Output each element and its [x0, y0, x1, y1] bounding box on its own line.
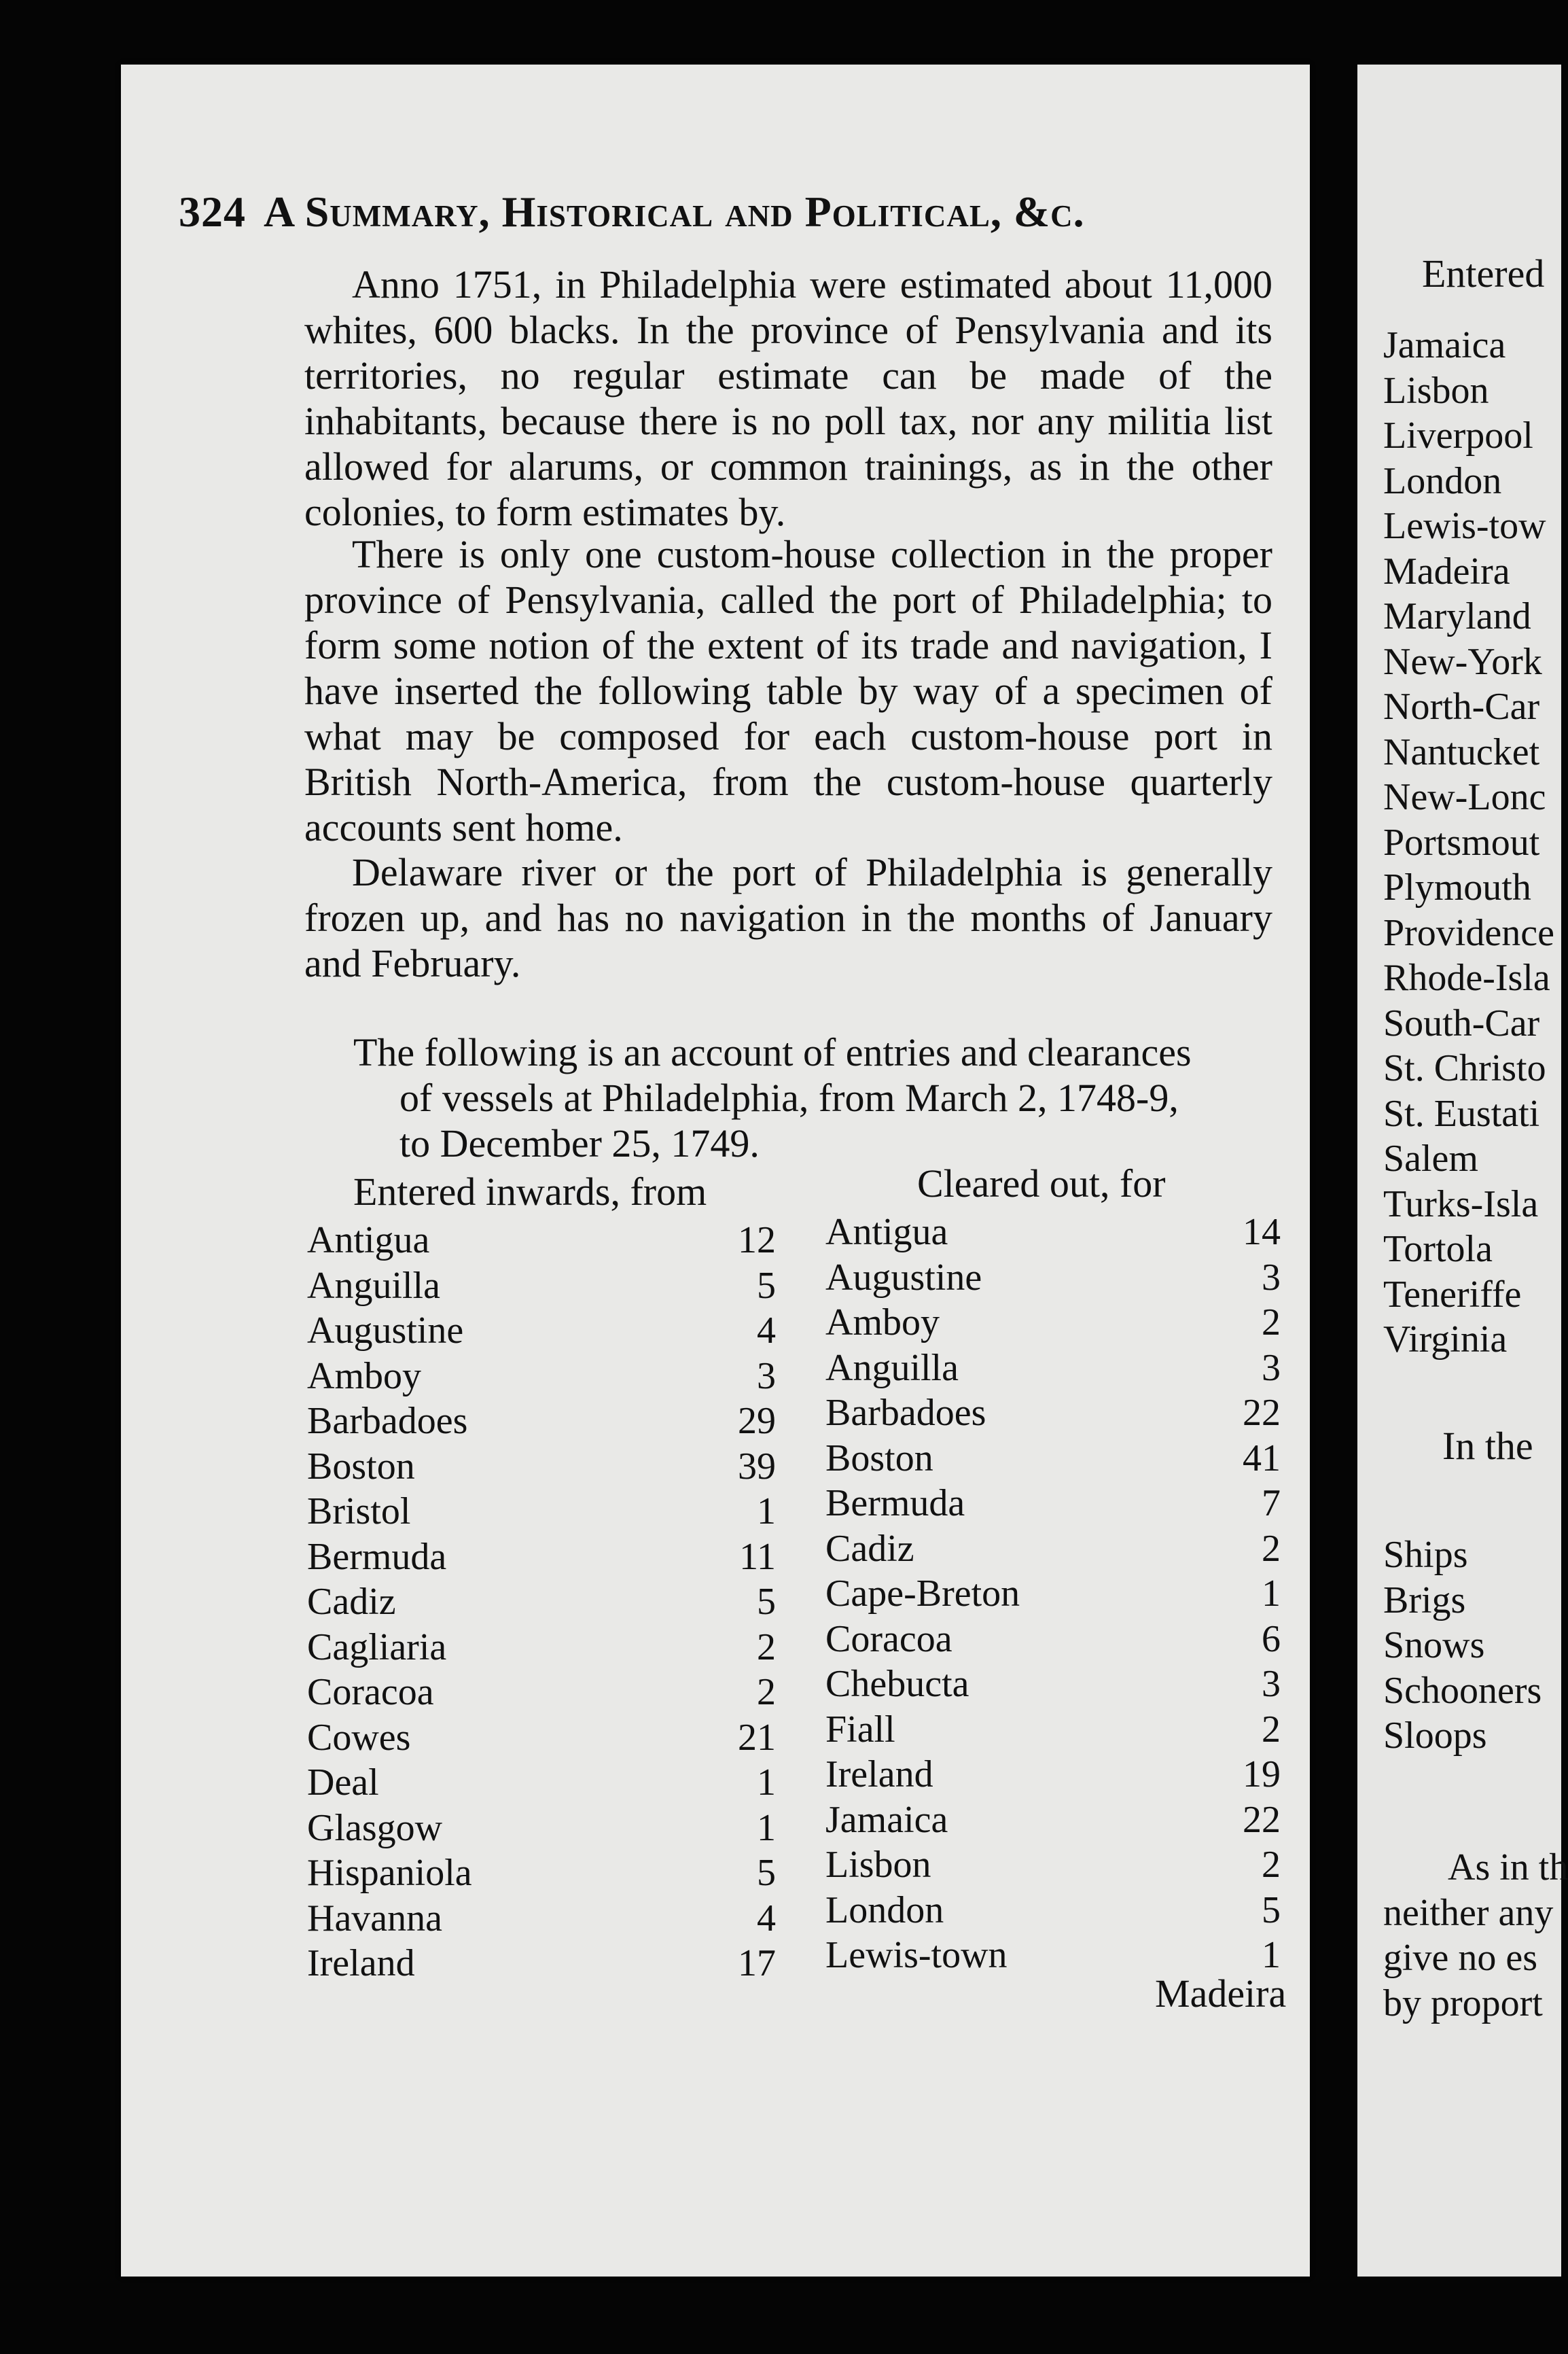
place-name: Havanna: [307, 1897, 443, 1939]
list-item: [307, 1760, 776, 1806]
facing-page-vessel-type: Sloops: [1383, 1715, 1487, 1757]
list-item: [307, 1670, 776, 1715]
place-name: Jamaica: [825, 1798, 948, 1841]
cleared-list: [825, 1210, 1281, 1978]
list-item: [825, 1752, 1281, 1797]
paragraph-3: [304, 849, 1272, 986]
vessel-count: 2: [757, 1626, 776, 1668]
place-name: Chebucta: [825, 1663, 969, 1705]
list-item: [825, 1526, 1281, 1572]
place-name: Boston: [825, 1437, 933, 1479]
page-number: 324: [179, 188, 246, 236]
facing-page-place: Rhode-Isla: [1383, 957, 1550, 999]
place-name: Antigua: [825, 1211, 948, 1253]
catchword: Madeira: [1155, 1971, 1287, 2016]
list-item: [825, 1300, 1281, 1346]
vessel-count: 14: [1243, 1211, 1281, 1253]
place-name: Ireland: [825, 1753, 933, 1795]
vessel-count: 1: [757, 1761, 776, 1804]
list-item: [307, 1715, 776, 1761]
facing-page-place: Nantucket: [1383, 731, 1540, 773]
vessel-count: 7: [1262, 1482, 1281, 1524]
place-name: Cape-Breton: [825, 1573, 1020, 1615]
vessel-count: 5: [757, 1264, 776, 1307]
facing-page-place: New-York: [1383, 640, 1542, 683]
list-item: [825, 1210, 1281, 1255]
vessel-count: 3: [1262, 1663, 1281, 1705]
list-item: [307, 1534, 776, 1580]
facing-page-vessel-type: Schooners: [1383, 1669, 1542, 1712]
list-item: [307, 1399, 776, 1444]
list-item: [307, 1308, 776, 1354]
place-name: Glasgow: [307, 1806, 443, 1849]
vessel-count: 6: [1262, 1617, 1281, 1660]
facing-page-place: Plymouth: [1383, 866, 1531, 909]
list-item: [307, 1218, 776, 1263]
paragraph-3-text: Delaware river or the port of Philadelphia is generally frozen up, and has no navigation in the months of January and February.: [304, 850, 1272, 985]
table-caption-line-2: of vessels at Philadelphia, from March 2, 1748-9,: [399, 1076, 1179, 1120]
list-item: [307, 1263, 776, 1309]
facing-page-place: Providence: [1383, 911, 1554, 954]
vessel-count: 5: [1262, 1889, 1281, 1931]
place-name: Coracoa: [825, 1617, 952, 1660]
place-name: Bristol: [307, 1490, 411, 1532]
vessel-count: 1: [757, 1806, 776, 1849]
facing-page-place: Jamaica: [1383, 324, 1506, 366]
facing-page-place: Portsmout: [1383, 821, 1540, 864]
facing-page-text-line: give no es: [1383, 1937, 1538, 1979]
facing-page-text-line: As in th: [1448, 1846, 1568, 1889]
vessel-count: 22: [1243, 1392, 1281, 1434]
cleared-heading: Cleared out, for: [917, 1161, 1166, 1206]
facing-page-place: Turks-Isla: [1383, 1182, 1539, 1225]
list-item: [825, 1255, 1281, 1301]
place-name: Anguilla: [307, 1264, 440, 1307]
entered-list: [307, 1218, 776, 1986]
place-name: Barbadoes: [825, 1392, 986, 1434]
place-name: Bermuda: [825, 1482, 965, 1524]
facing-page-place: Teneriffe: [1383, 1273, 1522, 1316]
paragraph-1: [304, 262, 1272, 535]
vessel-count: 17: [738, 1942, 776, 1984]
list-item: [825, 1481, 1281, 1526]
place-name: Lisbon: [825, 1844, 931, 1886]
place-name: Boston: [307, 1445, 415, 1488]
vessel-count: 2: [1262, 1301, 1281, 1343]
vessel-count: 5: [757, 1852, 776, 1894]
list-item: [825, 1617, 1281, 1662]
list-item: [307, 1806, 776, 1851]
list-item: [825, 1662, 1281, 1707]
vessel-count: 4: [757, 1310, 776, 1352]
list-item: [307, 1489, 776, 1534]
vessel-count: 39: [738, 1445, 776, 1488]
vessel-count: 1: [1262, 1934, 1281, 1976]
vessel-count: 3: [1262, 1346, 1281, 1389]
facing-page-place: Virginia: [1383, 1318, 1508, 1360]
list-item: [307, 1850, 776, 1896]
table-caption: [353, 1030, 1277, 1166]
list-item: [307, 1941, 776, 1986]
list-item: [825, 1346, 1281, 1391]
facing-page-text-line: neither any: [1383, 1891, 1554, 1934]
facing-page-place: Tortola: [1383, 1228, 1493, 1270]
facing-page-place: St. Eustati: [1383, 1092, 1540, 1135]
facing-page-place-list: [1383, 323, 1554, 1363]
facing-page-subheading: In the: [1442, 1424, 1533, 1468]
place-name: Cowes: [307, 1716, 411, 1759]
paragraph-2: [304, 531, 1272, 850]
place-name: Anguilla: [825, 1346, 959, 1389]
list-item: [825, 1888, 1281, 1933]
place-name: Cadiz: [307, 1581, 396, 1623]
facing-page-vessel-type: Snows: [1383, 1624, 1485, 1666]
vessel-count: 5: [757, 1581, 776, 1623]
facing-page-place: Madeira: [1383, 550, 1510, 593]
vessel-count: 2: [1262, 1844, 1281, 1886]
vessel-count: 2: [1262, 1527, 1281, 1570]
table-caption-line-1: The following is an account of entries and clearances: [353, 1030, 1192, 1074]
list-item: [825, 1842, 1281, 1888]
vessel-count: 2: [757, 1671, 776, 1713]
facing-page-heading: Entered: [1422, 251, 1545, 296]
vessel-count: 22: [1243, 1798, 1281, 1841]
facing-page-place: North-Car: [1383, 686, 1540, 728]
place-name: Cagliaria: [307, 1626, 447, 1668]
facing-page-vessel-type: Brigs: [1383, 1579, 1466, 1621]
facing-page-vessel-list: [1383, 1532, 1542, 1759]
place-name: Lewis-town: [825, 1934, 1008, 1976]
vessel-count: 2: [1262, 1708, 1281, 1751]
facing-page-vessel-type: Ships: [1383, 1534, 1468, 1576]
facing-page-bottom-text: [1383, 1845, 1568, 2026]
paragraph-2-text: There is only one custom-house collection in the proper province of Pensylvania, called the port of Philadelphia; to form some notion of the extent of its trade and navigation, I have inserted the following table by way of a specimen of what may be composed for each custom-house port in British North-America, from the custom-house quarterly accounts sent home.: [304, 532, 1272, 849]
running-header: [179, 187, 1266, 237]
list-item: [307, 1579, 776, 1625]
vessel-count: 3: [1262, 1256, 1281, 1299]
vessel-count: 19: [1243, 1753, 1281, 1795]
place-name: Ireland: [307, 1942, 415, 1984]
book-page-right-partial: [1357, 65, 1568, 2277]
vessel-count: 4: [757, 1897, 776, 1939]
paragraph-1-text: Anno 1751, in Philadelphia were estimated about 11,000 whites, 600 blacks. In the province of Pensylvania and its territories, no regular estimate can be made of the inhabitants, because there is no poll tax, nor any militia list allowed for alarums, or common trainings, as in the other colonies, to form estimates by.: [304, 262, 1272, 534]
list-item: [307, 1896, 776, 1942]
place-name: Amboy: [825, 1301, 940, 1343]
place-name: Coracoa: [307, 1671, 434, 1713]
facing-page-place: London: [1383, 459, 1502, 502]
facing-page-place: Lisbon: [1383, 369, 1489, 412]
facing-page-place: St. Christo: [1383, 1047, 1546, 1089]
vessel-count: 3: [757, 1354, 776, 1397]
list-item: [307, 1354, 776, 1399]
facing-page-place: Liverpool: [1383, 415, 1533, 457]
list-item: [825, 1707, 1281, 1753]
place-name: Cadiz: [825, 1527, 914, 1570]
place-name: Augustine: [825, 1256, 982, 1299]
vessel-count: 21: [738, 1716, 776, 1759]
vessel-count: 41: [1243, 1437, 1281, 1479]
facing-page-place: Maryland: [1383, 595, 1531, 637]
vessel-count: 29: [738, 1400, 776, 1442]
vessel-count: 12: [738, 1219, 776, 1261]
place-name: London: [825, 1889, 944, 1931]
vessel-count: 11: [739, 1535, 776, 1578]
list-item: [825, 1797, 1281, 1843]
place-name: Antigua: [307, 1219, 430, 1261]
list-item: [825, 1571, 1281, 1617]
facing-page-text-line: by proport: [1383, 1982, 1543, 2024]
place-name: Bermuda: [307, 1535, 447, 1578]
list-item: [825, 1436, 1281, 1481]
place-name: Hispaniola: [307, 1852, 472, 1894]
entered-heading: Entered inwards, from: [353, 1170, 707, 1214]
list-item: [307, 1444, 776, 1490]
place-name: Fiall: [825, 1708, 895, 1751]
facing-page-place: Lewis-tow: [1383, 505, 1546, 547]
place-name: Amboy: [307, 1354, 421, 1397]
facing-page-place: Salem: [1383, 1138, 1478, 1180]
place-name: Deal: [307, 1761, 379, 1804]
list-item: [307, 1625, 776, 1670]
place-name: Augustine: [307, 1310, 464, 1352]
facing-page-place: South-Car: [1383, 1002, 1540, 1044]
table-caption-line-3: to December 25, 1749.: [399, 1121, 760, 1165]
list-item: [825, 1390, 1281, 1436]
header-title: A Summary, Historical and Political, &c.: [264, 188, 1085, 236]
vessel-count: 1: [757, 1490, 776, 1532]
facing-page-place: New-Lonc: [1383, 776, 1546, 818]
place-name: Barbadoes: [307, 1400, 468, 1442]
vessel-count: 1: [1262, 1573, 1281, 1615]
